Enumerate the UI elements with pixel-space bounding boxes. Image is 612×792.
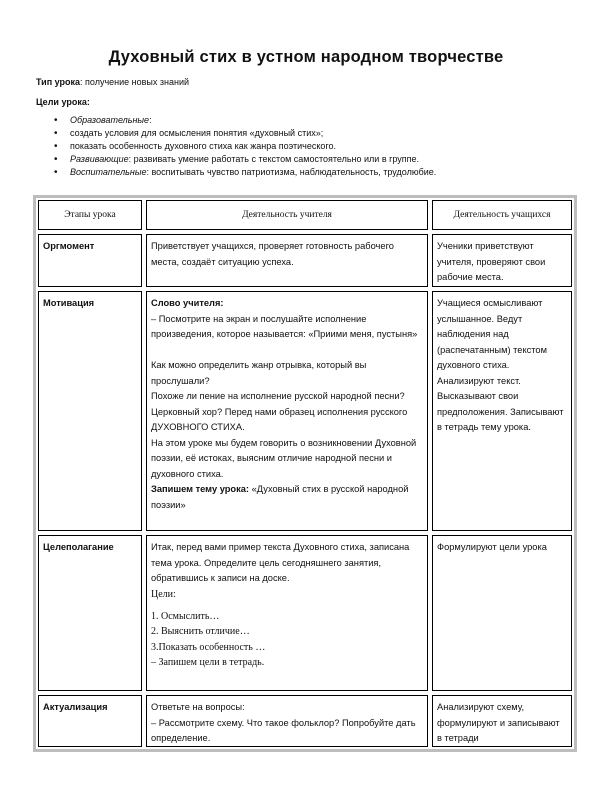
goal-item: • Развивающие: развивать умение работать с текстом самостоятельно или в группе.	[54, 153, 436, 166]
lesson-type-value: : получение новых знаний	[80, 77, 189, 87]
stage-cell: Целеполагание	[38, 535, 142, 691]
goals-list	[54, 114, 436, 179]
students-cell: Анализируют схему, формулируют и записывают в тетради	[432, 695, 572, 747]
header-stage: Этапы урока	[38, 200, 142, 230]
goal-item: • Воспитательные: воспитывать чувство патриотизма, наблюдательность, трудолюбие.	[54, 166, 436, 179]
page-title: Духовный стих в устном народном творчестве	[108, 48, 504, 66]
stage-cell: Мотивация	[38, 291, 142, 531]
teacher-cell: Ответьте на вопросы: – Рассмотрите схему. Что такое фольклор? Попробуйте дать определение.	[146, 695, 428, 747]
goal-item: • создать условия для осмысления понятия «духовный стих»;	[54, 127, 436, 140]
lesson-type-label: Тип урока	[36, 77, 81, 87]
students-cell: Формулируют цели урока	[432, 535, 572, 691]
lesson-type-line	[36, 77, 189, 87]
stage-cell: Актуализация	[38, 695, 142, 747]
students-cell: Ученики приветствуют учителя, проверяют свои рабочие места.	[432, 234, 572, 287]
goals-heading: Цели урока:	[36, 97, 90, 107]
goal-item: • Образовательные:	[54, 114, 436, 127]
header-teacher: Деятельность учителя	[146, 200, 428, 230]
teacher-cell: Слово учителя: – Посмотрите на экран и послушайте исполнение произведения, которое называется: «Приими меня, пустыня» Как можно определить жанр отрывка, который вы прослушали? Похоже ли пение на исполнение русской народной песни? Церковный хор? Перед нами образец исполнения русского ДУХОВНОГО СТИХА. На этом уроке мы будем говорить о возникновении Духовной поэзии, её истоках, выясним отличие народной песни и духовного стиха. Запишем тему урока: «Духовный стих в русской народной поэзии»	[146, 291, 428, 531]
teacher-cell: Итак, перед вами пример текста Духовного стиха, записана тема урока. Определите цель сегодняшнего занятия, обратившись к записи на доске. Цели: 1. Осмыслить… 2. Выяснить отличие… 3.Показать особенность … – Запишем цели в тетрадь.	[146, 535, 428, 691]
table-row	[36, 693, 574, 749]
stage-cell: Оргмомент	[38, 234, 142, 287]
lesson-plan-table	[33, 195, 577, 752]
table-row	[36, 533, 574, 693]
students-cell: Учащиеся осмысливают услышанное. Ведут наблюдения над (распечатанным) текстом духовного стиха. Анализируют текст. Высказывают свои предположения. Записывают в тетрадь тему урока.	[432, 291, 572, 531]
table-header-row	[36, 198, 574, 232]
header-students: Деятельность учащихся	[432, 200, 572, 230]
table-row	[36, 289, 574, 533]
teacher-cell: Приветствует учащихся, проверяет готовность рабочего места, создаёт ситуацию успеха.	[146, 234, 428, 287]
goal-item: • показать особенность духовного стиха как жанра поэтического.	[54, 140, 436, 153]
table-row	[36, 232, 574, 289]
